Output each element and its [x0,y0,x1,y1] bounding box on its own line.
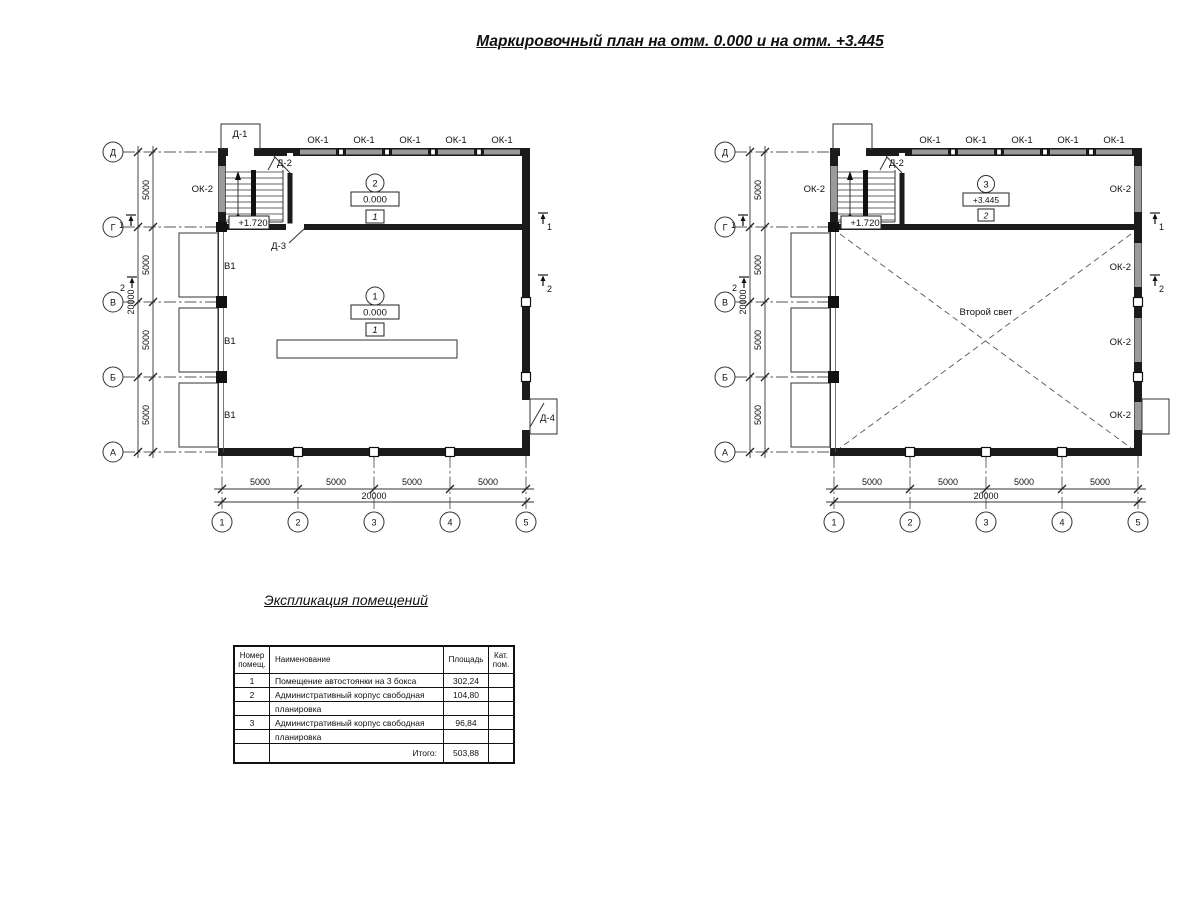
dim-total: 20000 [973,491,999,501]
cell-number [234,744,270,763]
gate-leaf [791,233,830,297]
door-opening-d1 [228,148,254,156]
window-ok1 [438,150,474,155]
section-number: 2 [731,283,737,293]
window-label-ok1: ОК-1 [1103,135,1125,146]
col-header-name: Наименование [270,646,444,674]
pilaster [906,448,915,457]
dim-total: 20000 [126,289,136,315]
cell-area: 96,84 [444,716,489,730]
door-label-d1: Д-1 [232,129,248,140]
window-label-ok1: ОК-1 [307,135,329,146]
window-label-ok1: ОК-1 [445,135,467,146]
gate-label-v1: В1 [224,336,236,347]
cell-total-value: 503,88 [444,744,489,763]
room-marker-admin1 [351,174,399,223]
plan-elev-0 [103,124,557,532]
axis-number: 2 [907,517,913,528]
door-label-d3: Д-3 [271,241,286,252]
table-row [234,674,514,688]
cell-name: Административный корпус свободная [270,688,444,702]
mullion [477,149,482,155]
window-ok1 [958,150,994,155]
cell-name: планировка [270,702,444,716]
drawing-title: Маркировочный план на отм. 0.000 и на отм. +3.445 [476,33,884,50]
window-ok1 [912,150,948,155]
axis-letter: Д [721,147,729,158]
dim-bay: 5000 [861,477,883,487]
axis-number: 2 [295,517,301,528]
stair-divider [251,170,256,222]
room-elevation: 0.000 [363,194,387,206]
stair-divider [863,170,868,222]
door-label-d2: Д-2 [889,158,904,169]
window-label-ok1: ОК-1 [1011,135,1033,146]
axis-letter: А [721,447,729,458]
dim-total: 20000 [738,289,748,315]
dim-bay: 5000 [753,254,763,276]
window-label-ok1: ОК-1 [399,135,421,146]
gate-leaf [791,308,830,372]
axis-bubbles-letters [715,142,735,462]
window-ok2 [1135,243,1142,287]
section-number: 1 [730,220,736,230]
axis-number: 5 [1135,517,1141,528]
window-label-ok2: ОК-2 [1109,262,1131,273]
col-header-area: Площадь [444,646,489,674]
gate-leaf [791,383,830,447]
cell-area: 104,80 [444,688,489,702]
dim-bay: 5000 [753,404,763,426]
dim-bay: 5000 [753,329,763,351]
stair-elevation-label: +1.720 [238,218,268,229]
window-ok1 [300,150,336,155]
pilaster [1134,373,1143,382]
window-ok2 [831,166,838,212]
cell-area [444,702,489,716]
axis-letter: Б [722,372,728,383]
pilaster [294,448,303,457]
mullion [431,149,436,155]
axis-letter: Б [110,372,116,383]
axis-number: 1 [219,517,225,528]
pilaster [522,298,531,307]
section-number: 2 [119,283,125,293]
cell-number: 3 [234,716,270,730]
gate-leaf [179,233,218,297]
dim-bay: 5000 [401,477,423,487]
second-light-label: Второй свет [959,307,1013,318]
cell-cat [489,688,515,702]
pilaster [446,448,455,457]
cell-area [444,730,489,744]
dim-bay: 5000 [141,404,151,426]
axis-number: 5 [523,517,529,528]
window-label-ok2: ОК-2 [1109,337,1131,348]
stair-treads-right-flight [868,172,895,220]
window-label-ok1: ОК-1 [491,135,513,146]
floor-type: 2 [983,210,989,221]
dimensions-left [126,146,157,458]
section-number: 1 [547,222,553,232]
table-row-continuation [234,730,514,744]
dim-bay: 5000 [753,179,763,201]
room-number: 1 [372,291,378,303]
window-ok2 [1135,318,1142,362]
stair-treads-right-flight [256,172,283,220]
axis-number: 3 [371,517,377,528]
door-opening-d3 [286,224,304,231]
trench [277,340,457,358]
window-label-ok1: ОК-1 [965,135,987,146]
floor-type: 1 [372,325,378,336]
mullion [1043,149,1048,155]
gate-label-v1: В1 [224,261,236,272]
col-header-cat: Кат. пом. [489,646,515,674]
door-opening-d4 [522,400,530,430]
window-ok2 [1135,402,1142,430]
section-number: 2 [1159,284,1165,294]
table-total-row [234,744,514,763]
window-ok1 [392,150,428,155]
axis-bubbles-numbers [212,512,536,532]
section-number: 1 [1159,222,1165,232]
window-label-ok2: ОК-2 [803,184,825,195]
gate-leaf [179,383,218,447]
axis-number: 4 [1059,517,1065,528]
mullion [339,149,344,155]
axis-bubbles-numbers [824,512,1148,532]
room-elevation: 0.000 [363,307,387,319]
cell-cat [489,702,515,716]
table-row [234,716,514,730]
explication-table [233,645,515,764]
door-label-d2: Д-2 [277,158,292,169]
column [216,222,227,232]
axis-letter: А [109,447,117,458]
cell-number: 1 [234,674,270,688]
window-ok1 [484,150,520,155]
pilaster [1134,298,1143,307]
gate-leaf [179,308,218,372]
door-opening [840,148,866,156]
cell-name: планировка [270,730,444,744]
pilaster [522,373,531,382]
room-marker-admin2 [963,176,1009,222]
column [828,371,839,383]
window-ok1 [346,150,382,155]
dimensions-left [738,146,769,458]
dim-bay: 5000 [1013,477,1035,487]
gate-label-v1: В1 [224,410,236,421]
pilaster [982,448,991,457]
window-label-ok2: ОК-2 [1109,410,1131,421]
cell-number [234,730,270,744]
column [216,371,227,383]
mullion [997,149,1002,155]
cell-cat [489,674,515,688]
pilaster [370,448,379,457]
cell-total-label: Итого: [270,744,444,763]
dim-bay: 5000 [141,329,151,351]
cell-cat [489,730,515,744]
cell-name: Помещение автостоянки на 3 бокса [270,674,444,688]
void-cross [840,234,1131,448]
dim-bay: 5000 [249,477,271,487]
axis-letter: В [109,297,117,308]
dim-bay: 5000 [141,179,151,201]
axis-bubbles-letters [103,142,123,462]
dim-bay: 5000 [477,477,499,487]
dim-bay: 5000 [937,477,959,487]
floor-type: 1 [372,212,378,223]
window-ok1 [1050,150,1086,155]
window-label-ok2: ОК-2 [1109,184,1131,195]
cell-cat [489,716,515,730]
table-row [234,688,514,702]
column [216,296,227,308]
mullion [385,149,390,155]
dim-bay: 5000 [325,477,347,487]
window-ok2 [1135,166,1142,212]
window-label-ok1: ОК-1 [919,135,941,146]
room-marker-garage [351,287,399,336]
axis-number: 4 [447,517,453,528]
axis-letter: В [721,297,729,308]
cell-name: Административный корпус свободная [270,716,444,730]
col-header-number: Номер помещ. [234,646,270,674]
window-ok2 [219,166,226,212]
axis-letter: Д [109,147,117,158]
door-leaf-d3 [289,229,304,243]
dim-total: 20000 [361,491,387,501]
window-label-ok2: ОК-2 [191,184,213,195]
explication-title: Экспликация помещений [264,592,428,608]
door-label-d4: Д-4 [540,413,555,424]
cell-number [234,702,270,716]
window-ok1 [1004,150,1040,155]
column [828,296,839,308]
axis-number: 1 [831,517,837,528]
cell-area: 302,24 [444,674,489,688]
leader-d2 [880,157,887,170]
window-label-ok1: ОК-1 [1057,135,1079,146]
dim-bay: 5000 [1089,477,1111,487]
window-label-ok1: ОК-1 [353,135,375,146]
stair-elevation-label: +1.720 [850,218,880,229]
room-number: 2 [372,178,378,190]
axis-number: 3 [983,517,989,528]
axis-letter: Г [110,222,116,233]
window-ok1 [1096,150,1132,155]
section-number: 2 [547,284,553,294]
cell-number: 2 [234,688,270,702]
mullion [1089,149,1094,155]
plan-elev-3445 [715,124,1169,532]
pilaster [1058,448,1067,457]
leader-d2 [268,157,275,170]
vestibule [833,124,872,149]
axis-letter: Г [722,222,728,233]
table-header-row [234,646,514,674]
section-number: 1 [118,220,124,230]
mullion [951,149,956,155]
room-elevation: +3.445 [972,195,1000,205]
column [828,222,839,232]
dim-bay: 5000 [141,254,151,276]
porch [1142,399,1169,434]
cell-cat [489,744,515,763]
table-row-continuation [234,702,514,716]
room-number: 3 [983,179,989,191]
